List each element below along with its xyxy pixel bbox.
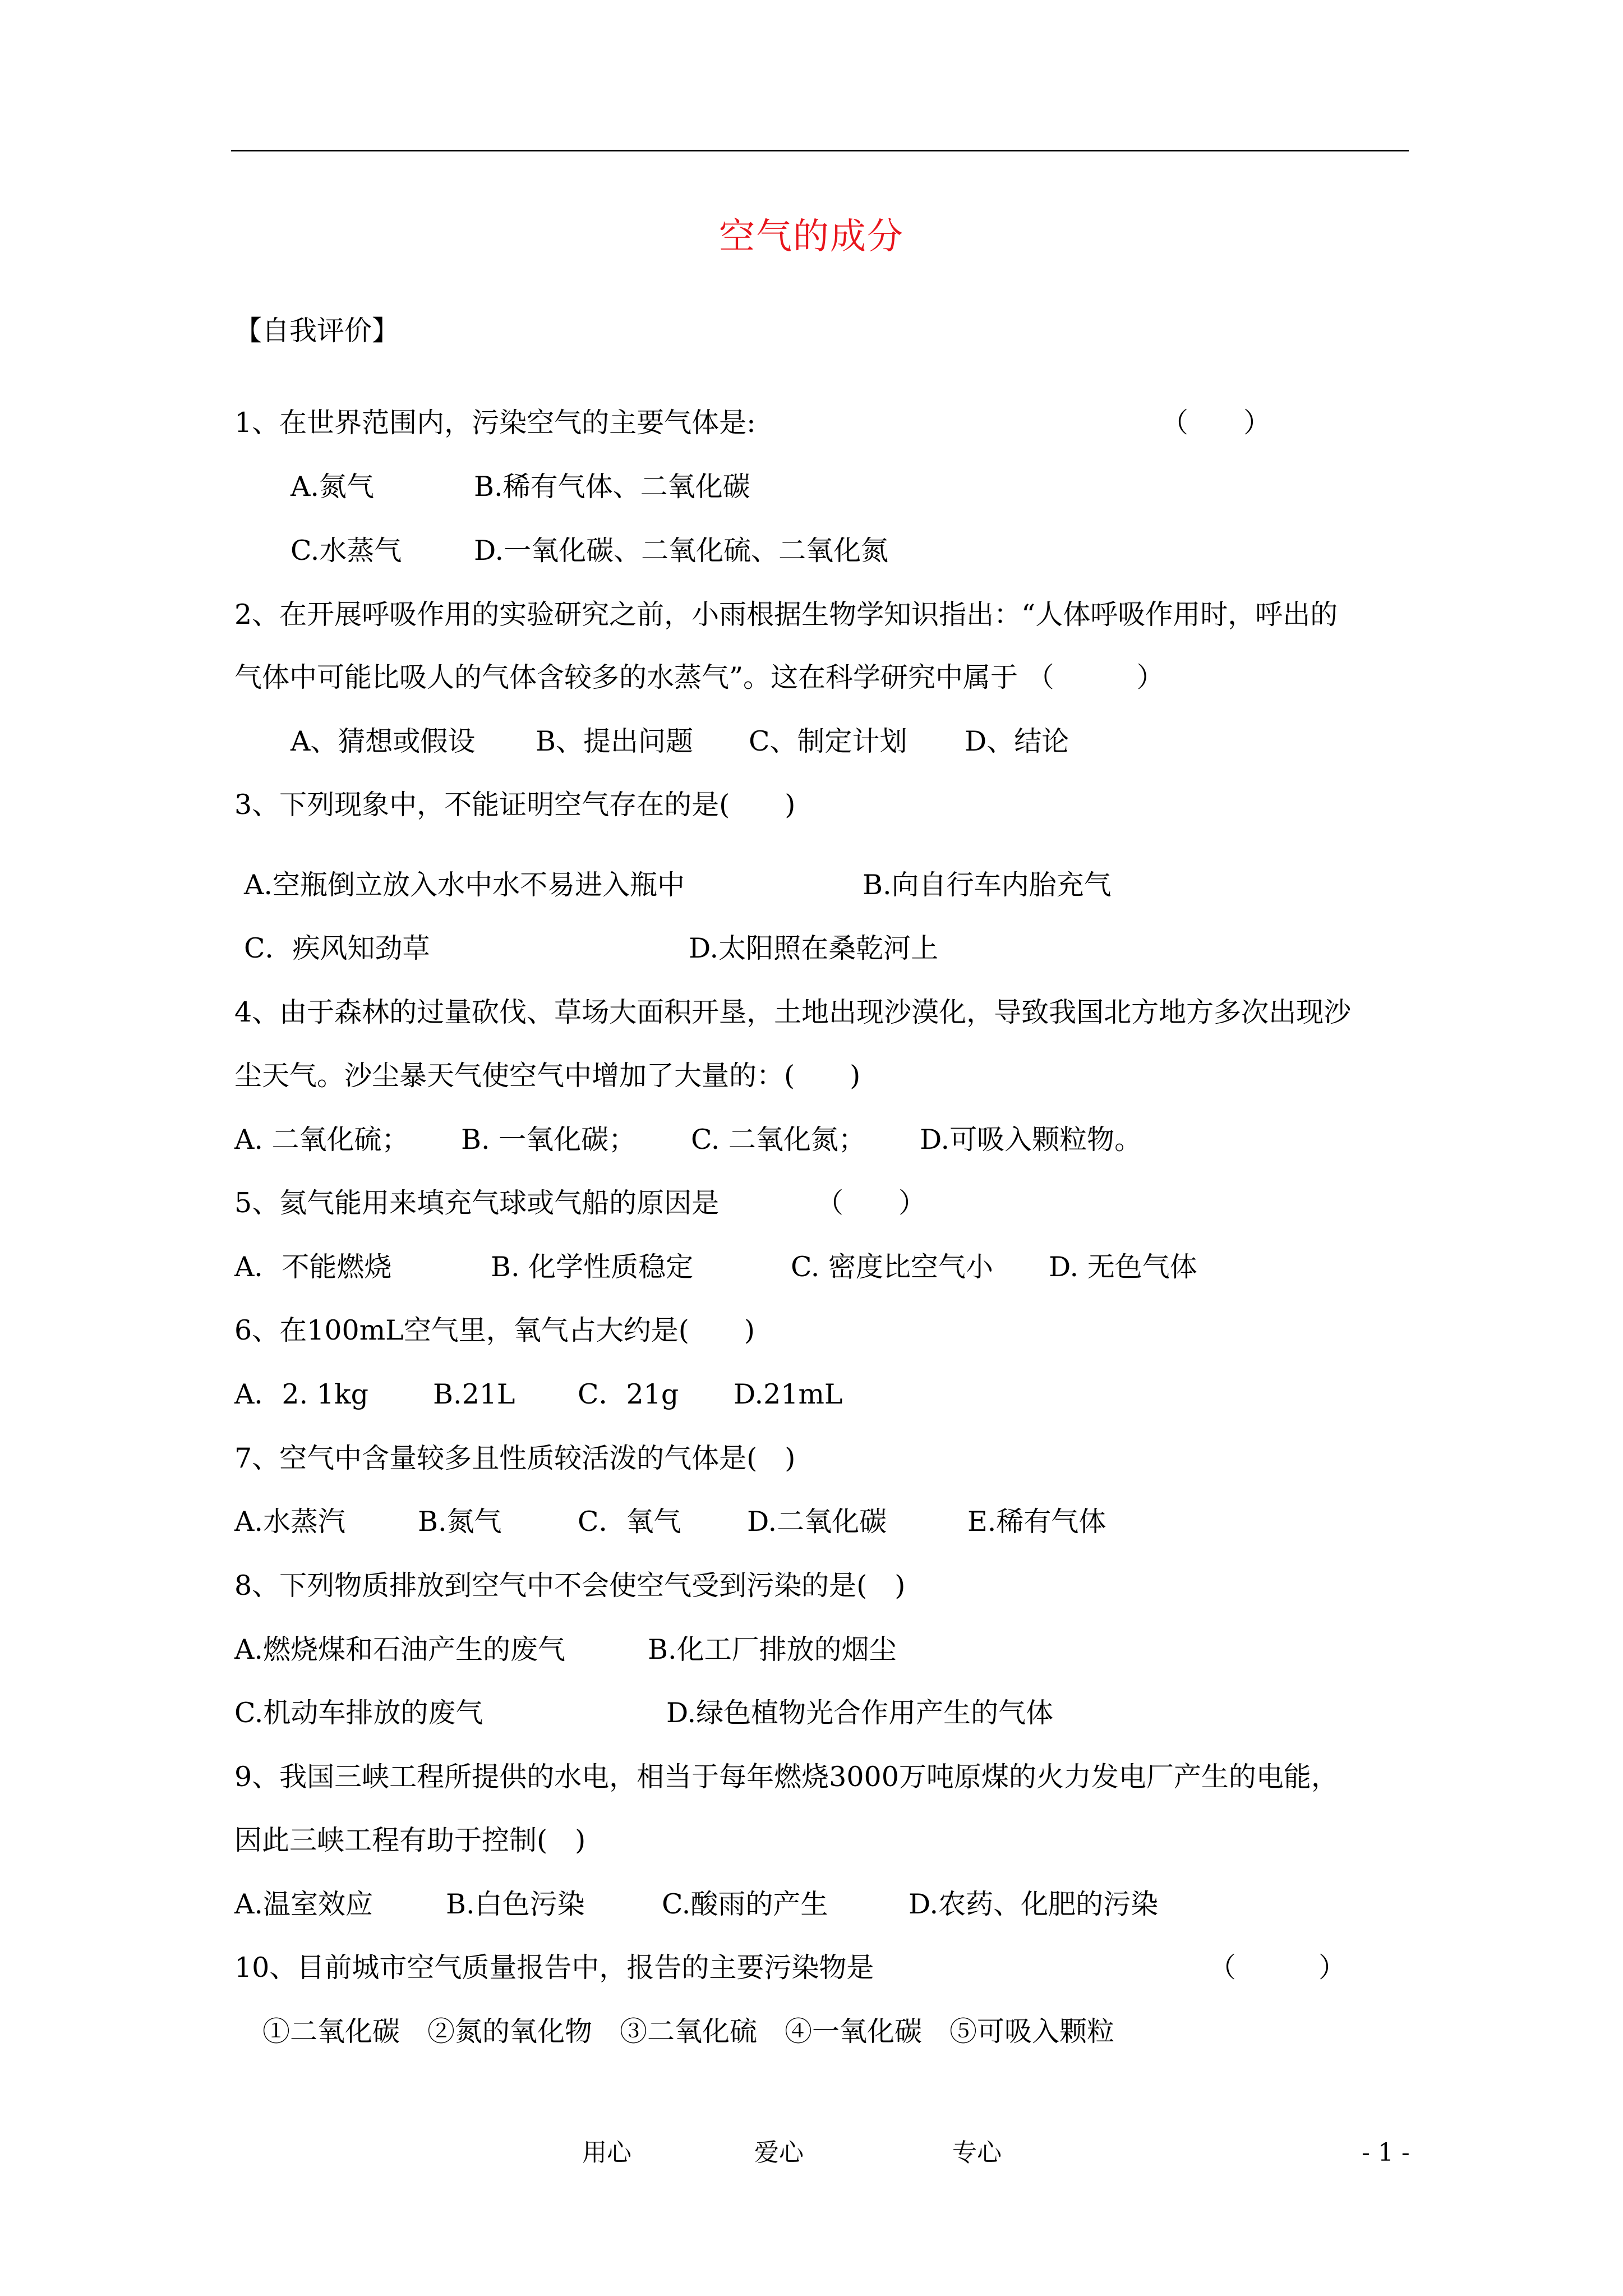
q1-option-b: B.稀有气体、二氧化碳 — [474, 471, 750, 503]
q5-option-c: C. 密度比空气小 — [791, 1251, 993, 1283]
q10-stem: 10、目前城市空气质量报告中，报告的主要污染物是 — [234, 1952, 874, 1984]
q2-stem-line1: 2、在开展呼吸作用的实验研究之前，小雨根据生物学知识指出：“人体呼吸作用时，呼出的 — [234, 599, 1338, 631]
q9-stem-line2: 因此三峡工程有助于控制( ) — [234, 1824, 586, 1856]
q8-option-b: B.化工厂排放的烟尘 — [648, 1634, 897, 1665]
q1-option-c: C.水蒸气 — [291, 535, 402, 567]
page-number: - 1 - — [1362, 2138, 1410, 2167]
section-heading: 【自我评价】 — [234, 315, 400, 347]
q5-stem: 5、氦气能用来填充气球或气船的原因是 — [234, 1187, 720, 1219]
q5-answer-paren: （ ） — [816, 1187, 926, 1219]
q3-option-a: A.空瓶倒立放入水中水不易进入瓶中 — [244, 869, 685, 901]
q4-option-d: D.可吸入颗粒物。 — [920, 1124, 1142, 1156]
q1-stem: 1、在世界范围内，污染空气的主要气体是: — [234, 407, 756, 439]
q4-stem-line2: 尘天气。沙尘暴天气使空气中增加了大量的：( ) — [234, 1060, 861, 1092]
q1-option-d: D.一氧化碳、二氧化硫、二氧化氮 — [474, 535, 889, 567]
q7-option-d: D.二氧化碳 — [747, 1506, 887, 1538]
q7-option-c: C．氧气 — [578, 1506, 681, 1538]
q4-option-a: A. 二氧化硫； — [234, 1124, 409, 1156]
q2-option-b: B、提出问题 — [536, 725, 694, 757]
q3-option-d: D.太阳照在桑乾河上 — [689, 932, 939, 964]
q5-option-b: B. 化学性质稳定 — [491, 1251, 694, 1283]
q7-stem: 7、空气中含量较多且性质较活泼的气体是( ) — [234, 1442, 796, 1474]
q7-option-a: A.水蒸汽 — [234, 1506, 345, 1538]
q6-option-b: B.21L — [433, 1378, 515, 1410]
q10-options: ①二氧化碳 ②氮的氧化物 ③二氧化硫 ④一氧化碳 ⑤可吸入颗粒 — [262, 2016, 1115, 2047]
footer-word-3: 专心 — [952, 2138, 1002, 2167]
q7-option-e: E.稀有气体 — [967, 1506, 1106, 1538]
q4-stem-line1: 4、由于森林的过量砍伐、草场大面积开垦，土地出现沙漠化，导致我国北方地方多次出现沙 — [234, 996, 1352, 1028]
q6-option-a: A．2. 1kg — [234, 1378, 368, 1410]
q2-stem-line2: 气体中可能比吸人的气体含较多的水蒸气”。这在科学研究中属于 （ ） — [234, 661, 1164, 693]
q8-stem: 8、下列物质排放到空气中不会使空气受到污染的是( ) — [234, 1570, 906, 1602]
q3-option-c: C．疾风知劲草 — [244, 932, 430, 964]
q7-option-b: B.氮气 — [418, 1506, 502, 1538]
header-rule — [231, 150, 1409, 151]
q1-answer-paren: （ ） — [1161, 407, 1271, 439]
q9-option-d: D.农药、化肥的污染 — [909, 1888, 1159, 1920]
q5-option-a: A．不能燃烧 — [234, 1251, 392, 1283]
q8-option-d: D.绿色植物光合作用产生的气体 — [666, 1697, 1054, 1729]
q10-answer-paren: （ ） — [1209, 1952, 1347, 1984]
q4-option-c: C. 二氧化氮； — [691, 1124, 866, 1156]
q6-option-d: D.21mL — [734, 1378, 843, 1410]
q3-stem: 3、下列现象中，不能证明空气存在的是( ) — [234, 789, 796, 821]
q9-option-a: A.温室效应 — [234, 1888, 373, 1920]
q2-option-d: D、结论 — [965, 725, 1069, 757]
q6-option-c: C．21g — [578, 1378, 679, 1410]
footer-word-2: 爱心 — [754, 2138, 804, 2167]
q8-option-c: C.机动车排放的废气 — [234, 1697, 483, 1729]
footer-word-1: 用心 — [582, 2138, 631, 2167]
q9-option-c: C.酸雨的产生 — [662, 1888, 828, 1920]
q2-option-a: A、猜想或假设 — [291, 725, 476, 757]
q4-option-b: B. 一氧化碳； — [461, 1124, 637, 1156]
q9-option-b: B.白色污染 — [446, 1888, 585, 1920]
q5-option-d: D. 无色气体 — [1049, 1251, 1197, 1283]
q6-stem: 6、在100mL空气里，氧气占大约是( ) — [234, 1314, 755, 1346]
q1-option-a: A.氮气 — [291, 471, 374, 503]
q8-option-a: A.燃烧煤和石油产生的废气 — [234, 1634, 565, 1665]
page-title: 空气的成分 — [719, 216, 904, 257]
q2-option-c: C、制定计划 — [749, 725, 907, 757]
q9-stem-line1: 9、我国三峡工程所提供的水电，相当于每年燃烧3000万吨原煤的火力发电厂产生的电能， — [234, 1761, 1339, 1793]
q3-option-b: B.向自行车内胎充气 — [863, 869, 1112, 901]
